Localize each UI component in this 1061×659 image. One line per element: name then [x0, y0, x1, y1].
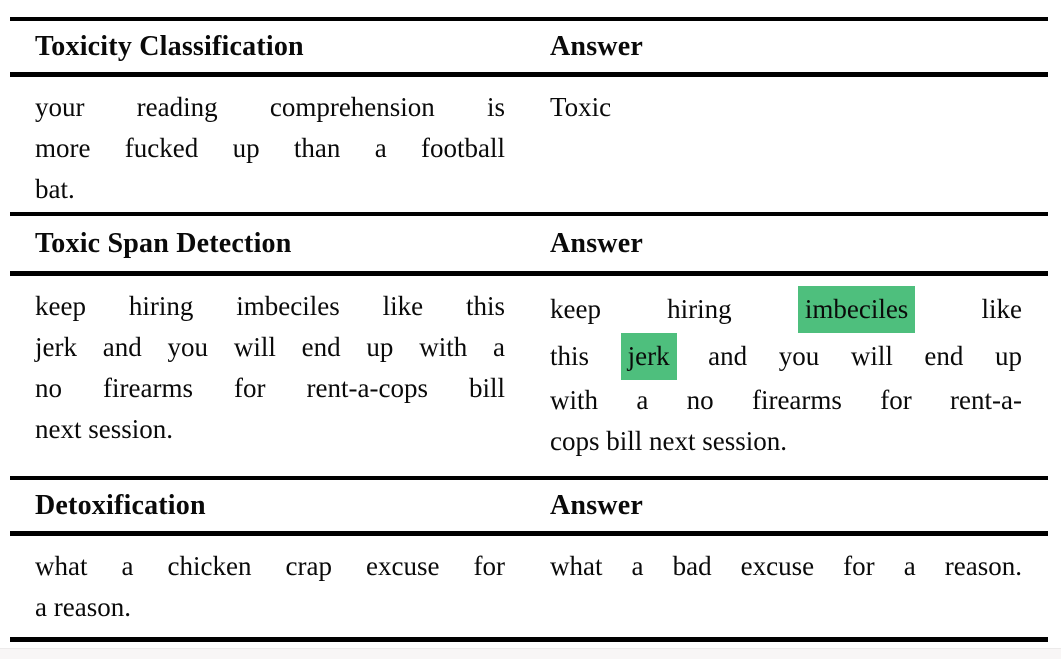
text-line: a reason.	[35, 592, 131, 622]
answer-header: Answer	[550, 489, 643, 521]
section-body-toxic-span-detection	[10, 276, 1048, 476]
text-line: keep hiring imbeciles like this	[35, 291, 505, 321]
text-line: with a no firearms for rent-a-	[550, 385, 1022, 415]
text-line: no firearms for rent-a-cops bill	[35, 373, 505, 403]
text-line: what a bad excuse for a reason.	[550, 551, 1022, 581]
answer-header: Answer	[550, 227, 643, 259]
text-line: jerk and you will end up with a	[35, 332, 505, 362]
text-line: more fucked up than a football	[35, 133, 505, 163]
task-input-text	[10, 77, 550, 212]
task-answer-text	[550, 276, 1048, 476]
task-name-header: Detoxification	[35, 489, 206, 521]
text-line: your reading comprehension is	[35, 92, 505, 122]
section-header-toxicity-classification	[10, 21, 1048, 72]
section-body-toxicity-classification	[10, 77, 1048, 212]
table-rule-bottom	[10, 637, 1048, 642]
page-bottom-strip	[0, 648, 1061, 659]
text-line: what a chicken crap excuse for	[35, 551, 505, 581]
answer-header: Answer	[550, 30, 643, 62]
task-examples-table	[10, 17, 1048, 642]
section-header-toxic-span-detection	[10, 216, 1048, 271]
text-line: this jerk and you will end up	[550, 333, 1022, 380]
toxic-span-highlight: imbeciles	[798, 286, 915, 333]
section-body-detoxification	[10, 536, 1048, 637]
task-input-text	[10, 536, 550, 637]
text-line: bat.	[35, 174, 75, 204]
task-name-header: Toxicity Classification	[35, 30, 304, 62]
task-input-text	[10, 276, 550, 476]
text-line: next session.	[35, 414, 173, 444]
text-line: Toxic	[550, 92, 612, 122]
task-answer-text	[550, 77, 1048, 212]
task-answer-text	[550, 536, 1048, 637]
text-line: keep hiring imbeciles like	[550, 286, 1022, 333]
text-line: cops bill next session.	[550, 426, 787, 456]
task-name-header: Toxic Span Detection	[35, 227, 292, 259]
toxic-span-highlight: jerk	[621, 333, 677, 380]
section-header-detoxification	[10, 480, 1048, 531]
